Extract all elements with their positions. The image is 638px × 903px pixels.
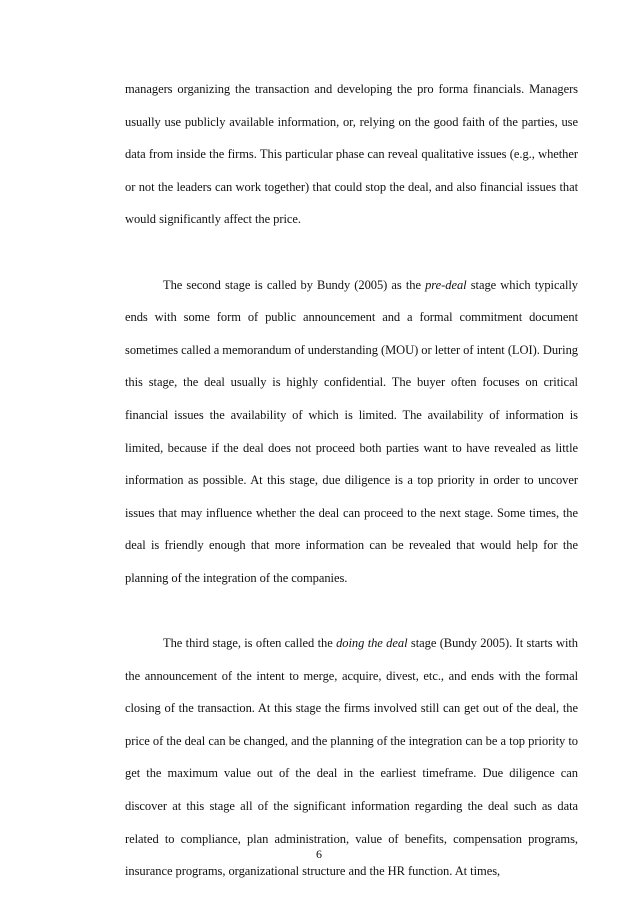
paragraph-1-run-1: managers organizing the transaction and developing the pro forma financials. Managers usually use publicly available information, or, relying on the good faith of the parties, use data from inside the firms. This particular phase can reveal qualitative issues (e.g., whether or not the leaders can work together) that could stop the deal, and also financial issues that would significantly affect the price. <box>125 82 578 227</box>
paragraph-gap <box>125 595 578 628</box>
page-number: 6 <box>316 847 322 861</box>
paragraph-gap <box>125 236 578 269</box>
paragraph-2-run-1: The second stage is called by Bundy (2005) as the <box>163 277 426 292</box>
paragraph-2 <box>125 269 578 595</box>
paragraph-3-run-3: stage (Bundy 2005). It starts with the announcement of the intent to merge, acquire, divest, etc., and ends with the formal closing of the transaction. At this stage the firms involved still can get out of the deal, the price of the deal can be changed, and the planning of the integration can be a top priority to get the maximum value out of the deal in the earliest timeframe. Due diligence can discover at this stage all of the significant information regarding the deal such as data related to compliance, plan administration, value of benefits, compensation programs, insurance programs, organizational structure and the HR function. At times, <box>125 636 579 879</box>
paragraph-2-run-3: stage which typically ends with some form of public announcement and a formal commitment document sometimes called a memorandum of understanding (MOU) or letter of intent (LOI). During this stage, the deal usually is highly confidential. The buyer often focuses on critical financial issues the availability of which is limited. The availability of information is limited, because if the deal does not proceed both parties want to have revealed as little information as possible. At this stage, due diligence is a top priority in order to uncover issues that may influence whether the deal can proceed to the next stage. Some times, the deal is friendly enough that more information can be revealed that would help for the planning of the integration of the companies. <box>125 277 578 585</box>
paragraph-2-italic-term: pre-deal <box>425 277 467 292</box>
paragraph-3-italic-term: doing the deal <box>336 636 408 651</box>
paragraph-3-run-1: The third stage, is often called the <box>163 636 337 651</box>
body-text <box>125 73 578 888</box>
paragraph-1 <box>125 73 578 236</box>
